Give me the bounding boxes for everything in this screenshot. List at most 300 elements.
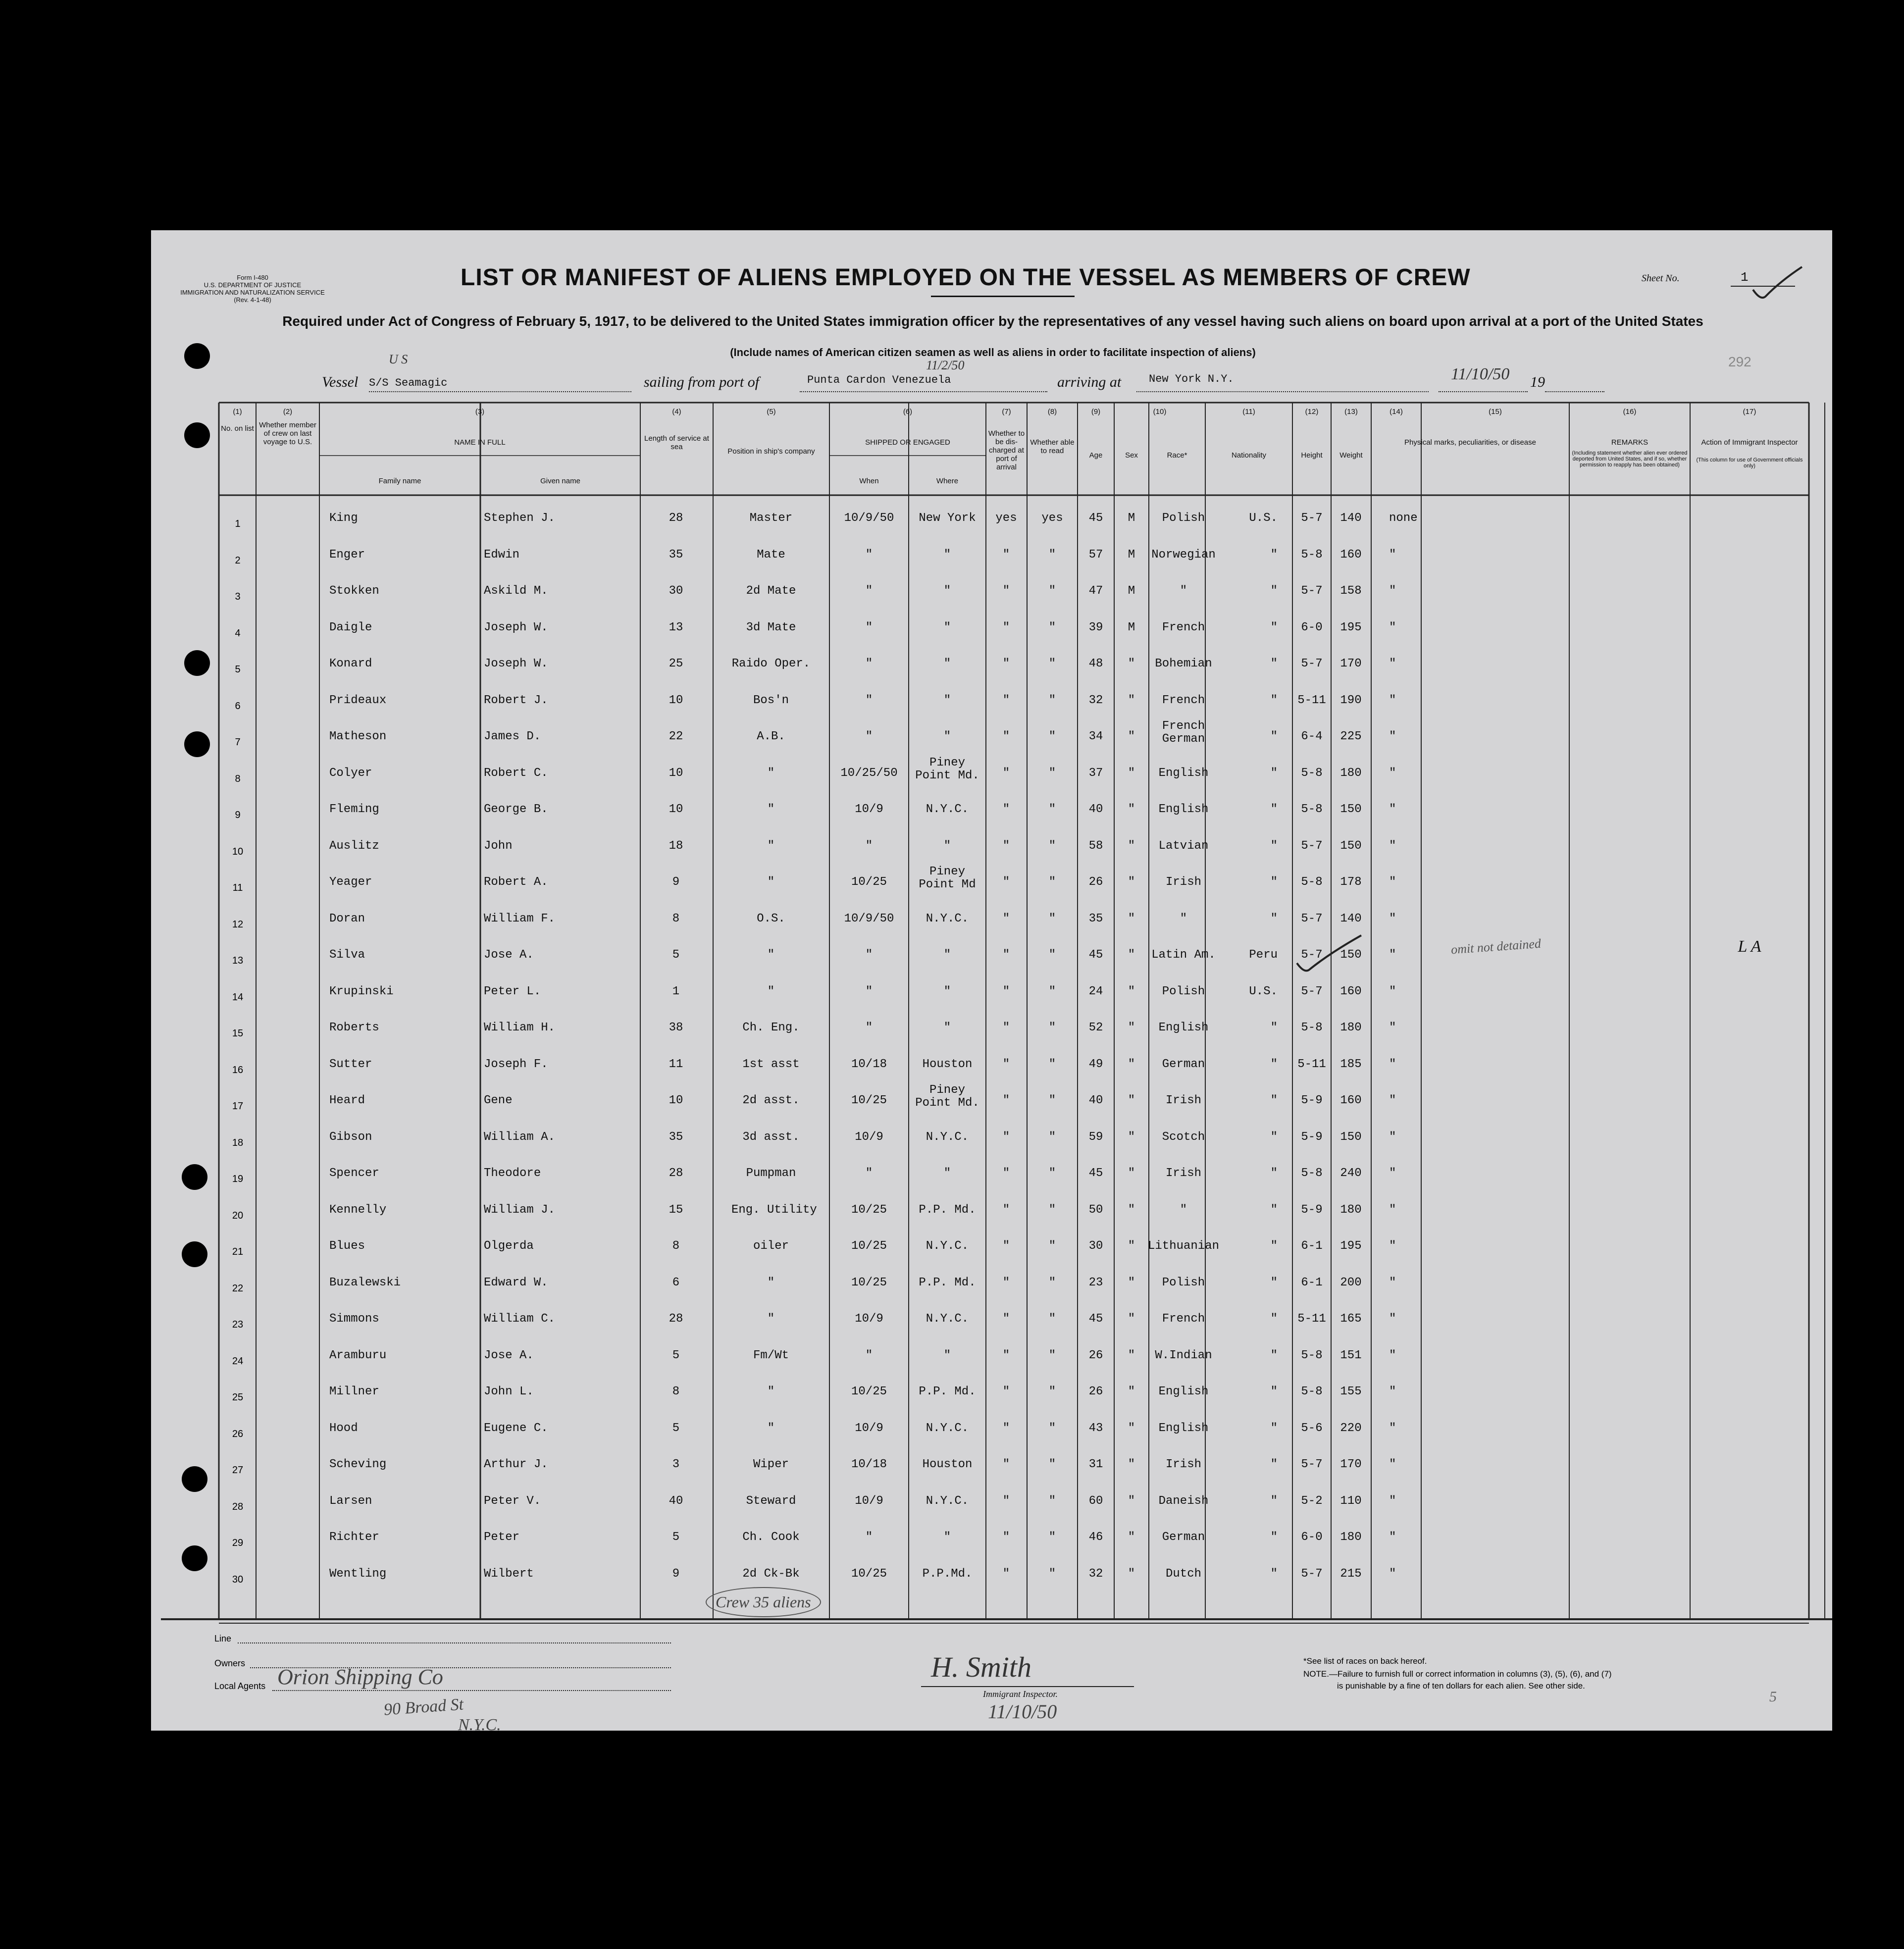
cell-when: 10/9/50 — [844, 912, 894, 925]
vessel-label: Vessel — [322, 374, 359, 390]
cell-position: 2d asst. — [742, 1094, 800, 1107]
cell-when: " — [865, 730, 873, 743]
cell-weight: 220 — [1340, 1421, 1362, 1435]
cell-read: " — [1048, 1203, 1056, 1217]
cell-age: 59 — [1088, 1130, 1103, 1144]
cell-service: 28 — [669, 1312, 683, 1326]
cell-service: 8 — [672, 1239, 680, 1253]
crew-count-note: Crew 35 aliens — [706, 1587, 821, 1617]
cell-position: Ch. Eng. — [742, 1021, 800, 1034]
cell-family: Richter — [329, 1531, 379, 1544]
cell-weight: 140 — [1340, 512, 1362, 525]
row-number: 17 — [232, 1101, 244, 1112]
cell-service: 1 — [672, 984, 680, 998]
column-number: (14) — [1389, 408, 1403, 416]
cell-marks: " — [1389, 584, 1396, 598]
cell-sex: " — [1128, 1567, 1135, 1581]
cell-weight: 180 — [1340, 1203, 1362, 1217]
header-family-name: Family name — [378, 477, 421, 485]
column-number: (17) — [1743, 408, 1756, 416]
cell-read: " — [1048, 1094, 1056, 1107]
sailing-port: Punta Cardon Venezuela — [807, 374, 951, 386]
cell-nat: " — [1270, 875, 1278, 889]
cell-given: Arthur J. — [484, 1458, 548, 1471]
cell-race: German — [1162, 1531, 1205, 1544]
signature-line — [921, 1686, 1134, 1687]
row-number: 10 — [232, 846, 244, 857]
cell-where: N.Y.C. — [926, 803, 969, 816]
cell-family: Simmons — [329, 1312, 379, 1326]
cell-disch: " — [1002, 948, 1010, 962]
cell-position: 2d Mate — [746, 584, 796, 598]
cell-disch: " — [1002, 1567, 1010, 1581]
header-remarks: REMARKS — [1611, 438, 1648, 447]
cell-where: " — [943, 657, 951, 670]
cell-service: 30 — [669, 584, 683, 598]
cell-where: P.P. Md. — [919, 1385, 976, 1398]
header-race: Race* — [1167, 451, 1187, 460]
cell-sex: " — [1128, 1494, 1135, 1508]
cell-age: 23 — [1088, 1276, 1103, 1289]
cell-where: " — [943, 584, 951, 598]
agents-address-2: N.Y.C. — [458, 1716, 501, 1734]
row-number: 20 — [232, 1210, 244, 1221]
cell-nat: " — [1270, 766, 1278, 780]
cell-weight: 170 — [1340, 657, 1362, 670]
cell-family: Larsen — [329, 1494, 372, 1508]
service-name: IMMIGRATION AND NATURALIZATION SERVICE — [180, 289, 325, 296]
cell-given: Eugene C. — [484, 1421, 548, 1435]
cell-when: " — [865, 657, 873, 670]
cell-disch: " — [1002, 766, 1010, 780]
cell-nat: " — [1270, 912, 1278, 925]
header-age: Age — [1089, 451, 1103, 460]
cell-disch: " — [1002, 984, 1010, 998]
cell-family: Matheson — [329, 730, 387, 743]
cell-race: French — [1162, 620, 1205, 634]
row-number: 15 — [232, 1028, 244, 1039]
cell-family: Yeager — [329, 875, 372, 889]
cell-height: 5-9 — [1301, 1203, 1323, 1217]
cell-when: " — [865, 1167, 873, 1180]
cell-disch: " — [1002, 657, 1010, 670]
cell-service: 3 — [672, 1458, 680, 1471]
cell-sex: " — [1128, 693, 1135, 707]
cell-sex: " — [1128, 1312, 1135, 1326]
row-number: 22 — [232, 1282, 244, 1294]
cell-sex: " — [1128, 1203, 1135, 1217]
arriving-label: arriving at — [1057, 374, 1122, 390]
cell-age: 32 — [1088, 1567, 1103, 1581]
cell-age: 45 — [1088, 1167, 1103, 1180]
cell-position: " — [767, 1276, 775, 1289]
column-number: (8) — [1047, 408, 1057, 416]
cell-disch: " — [1002, 1021, 1010, 1034]
cell-sex: " — [1128, 657, 1135, 670]
cell-age: 45 — [1088, 1312, 1103, 1326]
cell-where: P.P.Md. — [922, 1567, 973, 1581]
cell-nat: U.S. — [1249, 512, 1278, 525]
cell-nat: " — [1270, 1494, 1278, 1508]
cell-given: John L. — [484, 1385, 534, 1398]
vessel-handwritten-mark: U S — [389, 352, 408, 366]
cell-marks: " — [1389, 1239, 1396, 1253]
cell-weight: 150 — [1340, 803, 1362, 816]
column-number: (16) — [1623, 408, 1637, 416]
cell-family: Heard — [329, 1094, 365, 1107]
cell-height: 5-7 — [1301, 1567, 1323, 1581]
cell-position: " — [767, 766, 775, 780]
cell-height: 5-8 — [1301, 1348, 1323, 1362]
header-sex: Sex — [1125, 451, 1138, 460]
cell-height: 5-2 — [1301, 1494, 1323, 1508]
cell-disch: " — [1002, 1239, 1010, 1253]
cell-marks: " — [1389, 1130, 1396, 1144]
cell-when: 10/9/50 — [844, 512, 894, 525]
inspector-signature: H. Smith — [931, 1651, 1031, 1683]
cell-weight: 200 — [1340, 1276, 1362, 1289]
cell-race: Irish — [1165, 1167, 1201, 1180]
manifest-sheet — [151, 230, 1832, 1734]
cell-family: Sutter — [329, 1057, 372, 1071]
cell-weight: 185 — [1340, 1057, 1362, 1071]
cell-height: 5-7 — [1301, 984, 1323, 998]
cell-sex: " — [1128, 1276, 1135, 1289]
cell-read: " — [1048, 1239, 1056, 1253]
cell-marks: " — [1389, 1494, 1396, 1508]
cell-where: Piney Point Md. — [915, 1083, 979, 1110]
cell-given: John — [484, 839, 513, 853]
cell-when: 10/9 — [855, 1494, 883, 1508]
cell-given: Askild M. — [484, 584, 548, 598]
cell-read: yes — [1041, 512, 1063, 525]
page-title: LIST OR MANIFEST OF ALIENS EMPLOYED ON THE VESSEL AS MEMBERS OF CREW — [461, 264, 1471, 291]
column-number: (2) — [283, 408, 293, 416]
cell-race: German — [1162, 1057, 1205, 1071]
cell-height: 5-11 — [1297, 1312, 1326, 1326]
cell-marks: " — [1389, 1421, 1396, 1435]
cell-marks: " — [1389, 1094, 1396, 1107]
cell-given: Wilbert — [484, 1567, 534, 1581]
header-discharged: Whether to be dis-charged at port of arrival — [988, 429, 1025, 471]
cell-marks: " — [1389, 1348, 1396, 1362]
column-number: (13) — [1344, 408, 1358, 416]
cell-given: Joseph W. — [484, 620, 548, 634]
cell-race: Polish — [1162, 984, 1205, 998]
cell-family: Colyer — [329, 766, 372, 780]
cell-family: Scheving — [329, 1458, 387, 1471]
column-number: (7) — [1002, 408, 1011, 416]
cell-age: 32 — [1088, 693, 1103, 707]
cell-disch: " — [1002, 839, 1010, 853]
cell-read: " — [1048, 1567, 1056, 1581]
cell-position: oiler — [753, 1239, 789, 1253]
line-dotline — [238, 1642, 671, 1643]
cell-read: " — [1048, 1276, 1056, 1289]
cell-marks: " — [1389, 1057, 1396, 1071]
cell-position: Bos'n — [753, 693, 789, 707]
cell-when: 10/25 — [851, 1239, 887, 1253]
cell-weight: 195 — [1340, 620, 1362, 634]
column-number: (10) — [1153, 408, 1167, 416]
cell-disch: " — [1002, 1094, 1010, 1107]
cell-service: 8 — [672, 912, 680, 925]
cell-read: " — [1048, 1531, 1056, 1544]
cell-race: English — [1158, 1385, 1209, 1398]
column-number: (4) — [672, 408, 681, 416]
cell-where: " — [943, 984, 951, 998]
cell-weight: 160 — [1340, 984, 1362, 998]
cell-when: " — [865, 839, 873, 853]
cell-given: Jose A. — [484, 1348, 534, 1362]
sailing-label: sailing from port of — [644, 374, 760, 390]
header-when: When — [859, 477, 879, 485]
cell-marks: " — [1389, 1385, 1396, 1398]
cell-height: 5-7 — [1301, 948, 1323, 962]
cell-service: 5 — [672, 1531, 680, 1544]
cell-position: Fm/Wt — [753, 1348, 789, 1362]
cell-where: Piney Point Md. — [915, 756, 979, 782]
header-where: Where — [936, 477, 959, 485]
cell-marks: " — [1389, 693, 1396, 707]
cell-family: Gibson — [329, 1130, 372, 1144]
cell-height: 5-8 — [1301, 1021, 1323, 1034]
cell-sex: M — [1128, 584, 1135, 598]
cell-race: " — [1180, 584, 1187, 598]
cell-given: Edward W. — [484, 1276, 548, 1289]
cell-where: " — [943, 1348, 951, 1362]
cell-sex: " — [1128, 766, 1135, 780]
cell-marks: " — [1389, 1167, 1396, 1180]
cell-position: Mate — [757, 548, 785, 562]
header-inspector-note: (This column for use of Government officials only) — [1696, 457, 1803, 469]
cell-service: 22 — [669, 730, 683, 743]
cell-race: Irish — [1165, 1094, 1201, 1107]
cell-nat: " — [1270, 1239, 1278, 1253]
cell-height: 6-0 — [1301, 1531, 1323, 1544]
cell-given: Robert C. — [484, 766, 548, 780]
cell-when: " — [865, 620, 873, 634]
cell-given: Edwin — [484, 548, 520, 562]
cell-race: Latin Am. — [1151, 948, 1216, 962]
cell-service: 5 — [672, 1421, 680, 1435]
cell-when: 10/9 — [855, 1130, 883, 1144]
department-name: U.S. DEPARTMENT OF JUSTICE — [204, 281, 302, 289]
cell-age: 35 — [1088, 912, 1103, 925]
cell-family: Buzalewski — [329, 1276, 401, 1289]
cell-given: Peter V. — [484, 1494, 541, 1508]
cell-where: N.Y.C. — [926, 1130, 969, 1144]
cell-disch: " — [1002, 1312, 1010, 1326]
row-number: 3 — [235, 591, 241, 602]
cell-service: 11 — [669, 1057, 683, 1071]
cell-where: " — [943, 620, 951, 634]
cell-read: " — [1048, 1130, 1056, 1144]
cell-disch: " — [1002, 912, 1010, 925]
cell-service: 5 — [672, 1348, 680, 1362]
header-physical-marks: Physical marks, peculiarities, or disease — [1404, 438, 1536, 447]
cell-age: 47 — [1088, 584, 1103, 598]
cell-given: William C. — [484, 1312, 556, 1326]
cell-sex: " — [1128, 839, 1135, 853]
cell-sex: " — [1128, 1021, 1135, 1034]
cell-race: English — [1158, 766, 1209, 780]
cell-where: P.P. Md. — [919, 1276, 976, 1289]
cell-service: 10 — [669, 803, 683, 816]
arrival-date: 11/10/50 — [1451, 365, 1510, 383]
cell-given: Olgerda — [484, 1239, 534, 1253]
cell-where: Piney Point Md — [919, 865, 976, 891]
cell-service: 5 — [672, 948, 680, 962]
row-number: 26 — [232, 1428, 244, 1439]
cell-weight: 195 — [1340, 1239, 1362, 1253]
cell-when: 10/25 — [851, 1094, 887, 1107]
cell-when: " — [865, 1348, 873, 1362]
cell-where: " — [943, 1531, 951, 1544]
cell-family: Krupinski — [329, 984, 394, 998]
cell-given: George B. — [484, 803, 548, 816]
row-number: 25 — [232, 1392, 244, 1403]
cell-position: " — [767, 875, 775, 889]
cell-service: 38 — [669, 1021, 683, 1034]
cell-height: 5-9 — [1301, 1094, 1323, 1107]
cell-age: 31 — [1088, 1458, 1103, 1471]
cell-height: 6-4 — [1301, 730, 1323, 743]
cell-read: " — [1048, 839, 1056, 853]
header-remarks-note: (Including statement whether alien ever ordered deported from United States, and if so, whether permission to reapply has been obtained) — [1572, 450, 1688, 468]
cell-family: Fleming — [329, 803, 379, 816]
cell-nat: " — [1270, 548, 1278, 562]
checkmark-icon — [1295, 933, 1364, 978]
cell-where: N.Y.C. — [926, 1312, 969, 1326]
cell-marks: " — [1389, 766, 1396, 780]
cell-marks: " — [1389, 1021, 1396, 1034]
column-number: (1) — [233, 408, 242, 416]
header-length-of-service: Length of service at sea — [644, 434, 709, 451]
cell-family: Auslitz — [329, 839, 379, 853]
cell-position: " — [767, 803, 775, 816]
cell-sex: " — [1128, 1531, 1135, 1544]
cell-read: " — [1048, 912, 1056, 925]
column-number: (12) — [1305, 408, 1319, 416]
cell-position: Raido Oper. — [731, 657, 811, 670]
cell-disch: " — [1002, 875, 1010, 889]
cell-age: 24 — [1088, 984, 1103, 998]
cell-sex: " — [1128, 1094, 1135, 1107]
cell-race: English — [1158, 803, 1209, 816]
row-number: 24 — [232, 1355, 244, 1367]
penalty-note-2: is punishable by a fine of ten dollars for each alien. See other side. — [1337, 1681, 1585, 1691]
column-number: (3) — [475, 408, 485, 416]
cell-read: " — [1048, 620, 1056, 634]
cell-read: " — [1048, 1385, 1056, 1398]
cell-age: 40 — [1088, 1094, 1103, 1107]
cell-read: " — [1048, 984, 1056, 998]
cell-given: Theodore — [484, 1167, 541, 1180]
year-label: 19 — [1530, 374, 1545, 390]
row-number: 30 — [232, 1574, 244, 1585]
cell-read: " — [1048, 875, 1056, 889]
header-position: Position in ship's company — [727, 447, 815, 456]
cell-disch: " — [1002, 693, 1010, 707]
cell-where: " — [943, 693, 951, 707]
cell-marks: " — [1389, 803, 1396, 816]
cell-service: 8 — [672, 1385, 680, 1398]
cell-read: " — [1048, 1021, 1056, 1034]
cell-race: Norwegian — [1151, 548, 1216, 562]
cell-disch: " — [1002, 730, 1010, 743]
row-number: 9 — [235, 810, 241, 821]
cell-where: N.Y.C. — [926, 1239, 969, 1253]
cell-where: New York — [919, 512, 976, 525]
cell-position: Master — [749, 512, 793, 525]
cell-nat: " — [1270, 1130, 1278, 1144]
cell-height: 6-1 — [1301, 1276, 1323, 1289]
cell-race: French — [1162, 1312, 1205, 1326]
cell-age: 58 — [1088, 839, 1103, 853]
cell-height: 5-8 — [1301, 1385, 1323, 1398]
cell-nat: " — [1270, 1531, 1278, 1544]
header-inspector-action: Action of Immigrant Inspector — [1701, 438, 1798, 447]
sheet-number-label: Sheet No. — [1642, 273, 1680, 284]
cell-weight: 150 — [1340, 839, 1362, 853]
cell-marks: none — [1389, 512, 1418, 525]
cell-nat: " — [1270, 803, 1278, 816]
cell-marks: " — [1389, 948, 1396, 962]
cell-when: " — [865, 1021, 873, 1034]
cell-disch: " — [1002, 1276, 1010, 1289]
header-shipped-engaged: SHIPPED OR ENGAGED — [865, 438, 950, 447]
cell-race: W.Indian — [1155, 1348, 1212, 1362]
cell-sex: " — [1128, 912, 1135, 925]
cell-nat: U.S. — [1249, 984, 1278, 998]
cell-read: " — [1048, 548, 1056, 562]
form-number: Form I-480 — [237, 274, 268, 281]
cell-race: Polish — [1162, 512, 1205, 525]
cell-read: " — [1048, 693, 1056, 707]
cell-when: " — [865, 984, 873, 998]
cell-height: 5-8 — [1301, 1167, 1323, 1180]
cell-position: Ch. Cook — [742, 1531, 800, 1544]
cell-sex: " — [1128, 1421, 1135, 1435]
cell-race: " — [1180, 1203, 1187, 1217]
cell-position: A.B. — [757, 730, 785, 743]
cell-sex: " — [1128, 948, 1135, 962]
cell-nat: " — [1270, 1312, 1278, 1326]
cell-nat: " — [1270, 1276, 1278, 1289]
cell-weight: 155 — [1340, 1385, 1362, 1398]
cell-age: 37 — [1088, 766, 1103, 780]
cell-weight: 180 — [1340, 1531, 1362, 1544]
cell-where: N.Y.C. — [926, 1494, 969, 1508]
cell-marks: " — [1389, 1312, 1396, 1326]
cell-nat: " — [1270, 584, 1278, 598]
cell-disch: " — [1002, 584, 1010, 598]
cell-position: Steward — [746, 1494, 796, 1508]
cell-height: 5-7 — [1301, 657, 1323, 670]
cell-read: " — [1048, 584, 1056, 598]
cell-disch: yes — [995, 512, 1017, 525]
cell-height: 5-7 — [1301, 912, 1323, 925]
header-weight: Weight — [1339, 451, 1363, 460]
cell-age: 45 — [1088, 948, 1103, 962]
cell-weight: 158 — [1340, 584, 1362, 598]
row-number: 12 — [232, 919, 244, 930]
cell-age: 40 — [1088, 803, 1103, 816]
cell-sex: " — [1128, 1348, 1135, 1362]
cell-where: " — [943, 839, 951, 853]
cell-service: 9 — [672, 1567, 680, 1581]
